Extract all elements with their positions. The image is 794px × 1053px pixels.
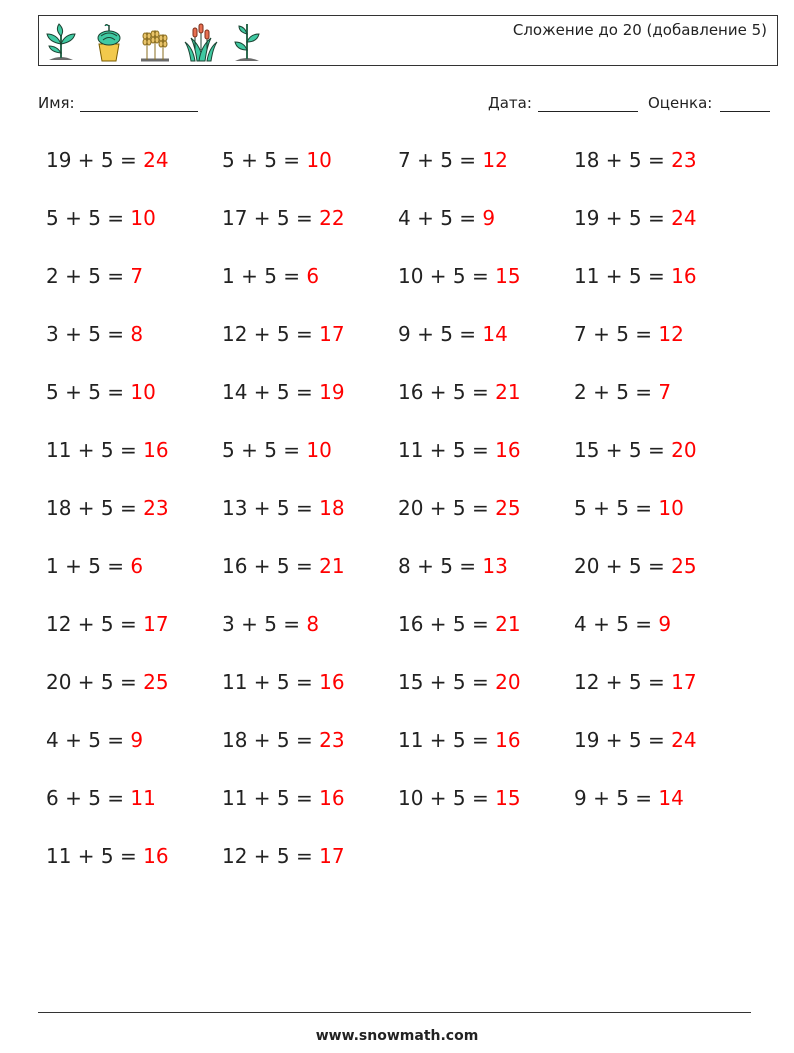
problem-expression: 12 + 5 = — [222, 844, 320, 868]
problem-item — [398, 202, 495, 234]
problem-answer: 17 — [143, 612, 169, 636]
problem-answer: 21 — [495, 380, 521, 404]
worksheet-header — [38, 15, 778, 66]
problem-expression: 11 + 5 = — [222, 670, 320, 694]
problem-item — [398, 492, 521, 524]
problem-item — [222, 492, 345, 524]
problem-answer: 6 — [130, 554, 144, 578]
footer-divider — [38, 1012, 751, 1013]
cattail-plant-icon — [181, 20, 221, 64]
problem-expression: 8 + 5 = — [398, 554, 483, 578]
worksheet-title: Сложение до 20 (добавление 5) — [512, 21, 767, 39]
problem-answer: 8 — [306, 612, 320, 636]
problem-answer: 20 — [671, 438, 697, 462]
problem-answer: 23 — [319, 728, 345, 752]
problem-expression: 19 + 5 = — [574, 728, 672, 752]
problem-answer: 10 — [130, 380, 156, 404]
problem-answer: 10 — [306, 148, 332, 172]
date-field-line — [538, 111, 638, 112]
problem-expression: 11 + 5 = — [46, 844, 144, 868]
problem-answer: 8 — [130, 322, 144, 346]
problem-expression: 11 + 5 = — [398, 438, 496, 462]
problem-expression: 4 + 5 = — [574, 612, 659, 636]
sprout-icon — [227, 20, 267, 64]
problem-item — [46, 840, 169, 872]
grade-field-line — [720, 111, 770, 112]
student-info-row — [38, 94, 771, 116]
problem-expression: 9 + 5 = — [398, 322, 483, 346]
problem-answer: 16 — [319, 670, 345, 694]
problem-item — [222, 666, 345, 698]
problem-item — [46, 144, 169, 176]
problem-expression: 11 + 5 = — [574, 264, 672, 288]
problem-item — [222, 550, 345, 582]
problem-answer: 17 — [319, 844, 345, 868]
problem-answer: 15 — [495, 264, 521, 288]
problem-item — [222, 144, 332, 176]
problem-item — [574, 318, 684, 350]
problem-expression: 3 + 5 = — [222, 612, 307, 636]
problem-expression: 14 + 5 = — [222, 380, 320, 404]
problem-expression: 19 + 5 = — [574, 206, 672, 230]
problem-answer: 12 — [658, 322, 684, 346]
problem-item — [46, 492, 169, 524]
problem-expression: 18 + 5 = — [574, 148, 672, 172]
problem-expression: 16 + 5 = — [222, 554, 320, 578]
problem-expression: 20 + 5 = — [46, 670, 144, 694]
problem-answer: 9 — [482, 206, 496, 230]
problem-item — [398, 260, 521, 292]
problem-answer: 25 — [143, 670, 169, 694]
problem-answer: 22 — [319, 206, 345, 230]
problem-expression: 13 + 5 = — [222, 496, 320, 520]
problem-answer: 21 — [319, 554, 345, 578]
problem-item — [398, 666, 521, 698]
problem-answer: 12 — [482, 148, 508, 172]
problem-item — [222, 376, 345, 408]
footer-url: www.snowmath.com — [315, 1028, 479, 1044]
problem-expression: 20 + 5 = — [574, 554, 672, 578]
problem-answer: 17 — [671, 670, 697, 694]
problem-item — [46, 666, 169, 698]
problem-answer: 6 — [306, 264, 320, 288]
seedling-icon — [41, 20, 81, 64]
problem-answer: 16 — [143, 844, 169, 868]
problem-item — [574, 666, 697, 698]
problem-answer: 10 — [658, 496, 684, 520]
problem-expression: 10 + 5 = — [398, 264, 496, 288]
problem-expression: 15 + 5 = — [398, 670, 496, 694]
problem-item — [46, 434, 169, 466]
problem-item — [574, 492, 684, 524]
problem-item — [46, 318, 143, 350]
wheat-icon — [135, 20, 175, 64]
problem-answer: 18 — [319, 496, 345, 520]
problem-expression: 12 + 5 = — [222, 322, 320, 346]
name-label: Имя: — [38, 94, 75, 112]
problem-answer: 16 — [495, 728, 521, 752]
problem-item — [574, 376, 671, 408]
date-label: Дата: — [488, 94, 532, 112]
problem-item — [398, 376, 521, 408]
problem-item — [398, 434, 521, 466]
problem-answer: 24 — [671, 206, 697, 230]
problem-answer: 16 — [143, 438, 169, 462]
problem-answer: 16 — [671, 264, 697, 288]
problem-item — [398, 782, 521, 814]
problem-answer: 10 — [306, 438, 332, 462]
problem-answer: 17 — [319, 322, 345, 346]
problem-expression: 2 + 5 = — [574, 380, 659, 404]
problem-expression: 20 + 5 = — [398, 496, 496, 520]
problem-expression: 12 + 5 = — [574, 670, 672, 694]
problem-item — [222, 202, 345, 234]
problem-item — [222, 782, 345, 814]
problem-expression: 17 + 5 = — [222, 206, 320, 230]
problem-answer: 10 — [130, 206, 156, 230]
problem-expression: 5 + 5 = — [46, 380, 131, 404]
problem-item — [46, 376, 156, 408]
problem-item — [46, 608, 169, 640]
problem-answer: 21 — [495, 612, 521, 636]
problem-answer: 11 — [130, 786, 156, 810]
problem-expression: 16 + 5 = — [398, 612, 496, 636]
problem-expression: 9 + 5 = — [574, 786, 659, 810]
problem-item — [574, 724, 697, 756]
problem-answer: 24 — [143, 148, 169, 172]
problem-answer: 15 — [495, 786, 521, 810]
problem-expression: 19 + 5 = — [46, 148, 144, 172]
problem-answer: 23 — [143, 496, 169, 520]
problem-expression: 15 + 5 = — [574, 438, 672, 462]
problem-expression: 16 + 5 = — [398, 380, 496, 404]
problem-expression: 10 + 5 = — [398, 786, 496, 810]
problem-expression: 1 + 5 = — [46, 554, 131, 578]
problem-expression: 12 + 5 = — [46, 612, 144, 636]
problem-answer: 16 — [319, 786, 345, 810]
problem-item — [574, 782, 684, 814]
problem-item — [222, 840, 345, 872]
problem-expression: 11 + 5 = — [222, 786, 320, 810]
problem-item — [574, 202, 697, 234]
problem-expression: 5 + 5 = — [222, 148, 307, 172]
problem-item — [222, 318, 345, 350]
problem-item — [398, 608, 521, 640]
problem-answer: 14 — [482, 322, 508, 346]
problem-expression: 18 + 5 = — [222, 728, 320, 752]
problem-expression: 7 + 5 = — [398, 148, 483, 172]
problem-answer: 23 — [671, 148, 697, 172]
potted-plant-icon — [89, 20, 129, 64]
problem-expression: 1 + 5 = — [222, 264, 307, 288]
problem-item — [398, 144, 508, 176]
problem-answer: 7 — [130, 264, 144, 288]
problem-item — [398, 550, 508, 582]
problem-item — [574, 550, 697, 582]
problem-item — [398, 318, 508, 350]
problem-item — [574, 260, 697, 292]
problem-answer: 14 — [658, 786, 684, 810]
problem-answer: 16 — [495, 438, 521, 462]
problem-answer: 9 — [658, 612, 672, 636]
problem-item — [574, 608, 671, 640]
problem-answer: 7 — [658, 380, 672, 404]
problem-expression: 2 + 5 = — [46, 264, 131, 288]
problem-item — [574, 434, 697, 466]
problem-expression: 6 + 5 = — [46, 786, 131, 810]
problem-item — [222, 260, 319, 292]
problem-item — [46, 202, 156, 234]
problem-item — [46, 550, 143, 582]
problem-expression: 7 + 5 = — [574, 322, 659, 346]
problem-item — [222, 608, 319, 640]
problem-expression: 4 + 5 = — [398, 206, 483, 230]
problem-answer: 25 — [671, 554, 697, 578]
problem-answer: 9 — [130, 728, 144, 752]
problem-expression: 11 + 5 = — [398, 728, 496, 752]
problem-item — [46, 782, 156, 814]
problem-expression: 5 + 5 = — [222, 438, 307, 462]
problem-expression: 5 + 5 = — [46, 206, 131, 230]
problem-answer: 20 — [495, 670, 521, 694]
problem-item — [398, 724, 521, 756]
name-field-line — [80, 111, 198, 112]
grade-label: Оценка: — [648, 94, 713, 112]
problem-expression: 5 + 5 = — [574, 496, 659, 520]
problem-answer: 25 — [495, 496, 521, 520]
problem-answer: 19 — [319, 380, 345, 404]
problem-answer: 13 — [482, 554, 508, 578]
problem-expression: 18 + 5 = — [46, 496, 144, 520]
problem-item — [46, 260, 143, 292]
problem-expression: 11 + 5 = — [46, 438, 144, 462]
problem-answer: 24 — [671, 728, 697, 752]
problem-item — [222, 434, 332, 466]
problem-item — [46, 724, 143, 756]
problem-expression: 3 + 5 = — [46, 322, 131, 346]
problem-item — [222, 724, 345, 756]
problem-item — [574, 144, 697, 176]
problem-expression: 4 + 5 = — [46, 728, 131, 752]
